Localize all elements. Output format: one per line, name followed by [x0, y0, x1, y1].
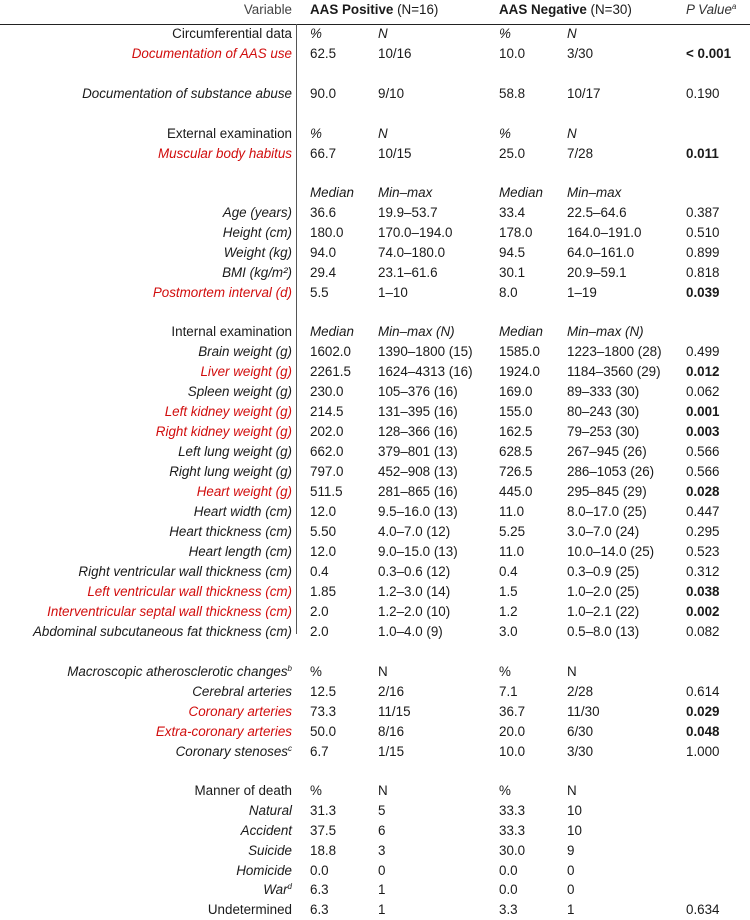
aas-positive-count: 452–908 (13) [378, 464, 458, 479]
table-row [0, 203, 750, 223]
p-value: 0.038 [686, 584, 720, 599]
aas-positive-value: Median [310, 185, 354, 200]
row-label: Macroscopic atherosclerotic changes$^b$ [67, 664, 292, 679]
aas-positive-count: 9.0–15.0 (13) [378, 544, 458, 559]
row-label: Weight (kg) [223, 245, 292, 260]
aas-positive-value: 73.3 [310, 704, 337, 719]
aas-negative-count: 3/30 [567, 46, 594, 61]
aas-negative-count: 3.0–7.0 (24) [567, 524, 640, 539]
aas-negative-count: 22.5–64.6 [567, 205, 627, 220]
table-row [0, 841, 750, 861]
aas-positive-count: 1.2–3.0 (14) [378, 584, 451, 599]
table-row [0, 382, 750, 402]
aas-positive-count: 5 [378, 803, 386, 818]
aas-negative-value: % [499, 783, 511, 798]
footnote-marker: d [287, 882, 292, 891]
aas-negative-count: 11/30 [567, 704, 600, 719]
aas-positive-value: 2.0 [310, 624, 329, 639]
aas-positive-value: 1602.0 [310, 344, 351, 359]
aas-positive-count: N [378, 26, 388, 41]
row-label: Undetermined [207, 902, 292, 917]
aas-negative-value: 10.0 [499, 744, 526, 759]
aas-positive-value: 797.0 [310, 464, 344, 479]
row-label: Liver weight (g) [200, 364, 292, 379]
aas-negative-value: Median [499, 185, 543, 200]
table-row [0, 542, 750, 562]
p-value: 0.312 [686, 564, 720, 579]
table-row [0, 84, 750, 104]
row-label: Left ventricular wall thickness (cm) [87, 584, 292, 599]
header-p-value-sup: a [731, 2, 737, 11]
p-value: < 0.001 [686, 46, 732, 61]
aas-negative-count: 6/30 [567, 724, 594, 739]
aas-positive-value: % [310, 664, 322, 679]
p-value: 0.190 [686, 86, 720, 101]
row-label: Manner of death [194, 783, 292, 798]
aas-positive-value: 511.5 [310, 484, 343, 499]
table-row [0, 322, 750, 342]
table-row [0, 183, 750, 203]
aas-negative-value: 169.0 [499, 384, 533, 399]
aas-negative-count: 10.0–14.0 (25) [567, 544, 655, 559]
table-row [0, 24, 750, 44]
header-p-value [686, 2, 736, 17]
table-row [0, 283, 750, 303]
table-row [0, 662, 750, 682]
aas-positive-value: 1.85 [310, 584, 337, 599]
aas-positive-count: 10/15 [378, 146, 412, 161]
aas-positive-count: 74.0–180.0 [378, 245, 446, 260]
aas-positive-value: 66.7 [310, 146, 337, 161]
table-row [0, 801, 750, 821]
row-label: Heart thickness (cm) [169, 524, 292, 539]
aas-positive-count: Min–max (N) [378, 324, 455, 339]
row-label: Documentation of AAS use [131, 46, 292, 61]
aas-negative-count: 10 [567, 823, 582, 838]
row-label: Homicide [236, 863, 292, 878]
table-header [0, 0, 750, 25]
aas-positive-count: Min–max [378, 185, 433, 200]
table-row [0, 722, 750, 742]
aas-negative-value: 1.2 [499, 604, 518, 619]
aas-negative-value: 33.4 [499, 205, 526, 220]
aas-negative-count: 64.0–161.0 [567, 245, 635, 260]
table-row [0, 900, 750, 920]
footnote-marker: c [288, 744, 292, 753]
aas-positive-value: 662.0 [310, 444, 344, 459]
aas-negative-count: 10/17 [567, 86, 601, 101]
p-value: 0.499 [686, 344, 720, 359]
aas-negative-count: 89–333 (30) [567, 384, 640, 399]
aas-negative-value: 10.0 [499, 46, 526, 61]
aas-negative-value: Median [499, 324, 543, 339]
table-row [0, 482, 750, 502]
row-label: Documentation of substance abuse [82, 86, 292, 101]
aas-positive-value: 36.6 [310, 205, 337, 220]
p-value: 0.523 [686, 544, 720, 559]
table-row [0, 562, 750, 582]
table-row [0, 682, 750, 702]
aas-negative-value: 628.5 [499, 444, 533, 459]
aas-negative-value: 0.4 [499, 564, 518, 579]
p-value: 0.039 [686, 285, 720, 300]
table-row [0, 462, 750, 482]
p-value: 0.899 [686, 245, 720, 260]
table-row [0, 781, 750, 801]
aas-negative-count: 0 [567, 863, 575, 878]
table-row [0, 742, 750, 762]
p-value: 0.003 [686, 424, 720, 439]
aas-positive-count: 11/15 [378, 704, 411, 719]
aas-negative-value: % [499, 664, 511, 679]
row-label: External examination [166, 126, 292, 141]
aas-positive-count: 8/16 [378, 724, 405, 739]
row-label: Brain weight (g) [198, 344, 292, 359]
aas-negative-count: 8.0–17.0 (25) [567, 504, 647, 519]
row-label: Right kidney weight (g) [155, 424, 292, 439]
aas-negative-count: 286–1053 (26) [567, 464, 655, 479]
aas-positive-count: 105–376 (16) [378, 384, 458, 399]
aas-negative-value: 3.0 [499, 624, 518, 639]
aas-negative-value: 20.0 [499, 724, 526, 739]
row-label: Natural [248, 803, 292, 818]
aas-positive-count: 1 [378, 882, 386, 897]
header-aas-negative-label: AAS Negative [499, 2, 587, 17]
row-label: Extra-coronary arteries [155, 724, 292, 739]
aas-negative-count: 164.0–191.0 [567, 225, 642, 240]
aas-negative-value: 3.3 [499, 902, 518, 917]
p-value: 0.062 [686, 384, 720, 399]
aas-negative-count: 0.3–0.9 (25) [567, 564, 640, 579]
aas-negative-value: 726.5 [499, 464, 533, 479]
aas-negative-count: 3/30 [567, 744, 594, 759]
header-variable: Variable [243, 2, 292, 17]
aas-negative-value: 7.1 [499, 684, 518, 699]
table-row [0, 402, 750, 422]
aas-negative-value: 178.0 [499, 225, 533, 240]
aas-positive-count: 1 [378, 902, 386, 917]
aas-positive-value: 214.5 [310, 404, 344, 419]
table-row [0, 861, 750, 881]
aas-positive-value: 31.3 [310, 803, 337, 818]
table-row [0, 821, 750, 841]
aas-positive-count: 128–366 (16) [378, 424, 458, 439]
p-value: 0.818 [686, 265, 720, 280]
aas-negative-count: 0.5–8.0 (13) [567, 624, 640, 639]
row-label: Heart weight (g) [196, 484, 292, 499]
row-label: Right lung weight (g) [169, 464, 292, 479]
aas-negative-value: % [499, 26, 511, 41]
aas-positive-value: % [310, 783, 322, 798]
aas-negative-count: 1.0–2.1 (22) [567, 604, 640, 619]
p-value: 0.048 [686, 724, 720, 739]
row-label: Cerebral arteries [192, 684, 292, 699]
aas-positive-count: 23.1–61.6 [378, 265, 438, 280]
aas-positive-value: 0.4 [310, 564, 329, 579]
p-value: 0.447 [686, 504, 720, 519]
row-label: Muscular body habitus [158, 146, 292, 161]
aas-negative-count: 7/28 [567, 146, 594, 161]
aas-positive-value: 6.3 [310, 882, 329, 897]
aas-positive-value: 12.0 [310, 544, 337, 559]
aas-positive-value: 62.5 [310, 46, 337, 61]
row-label: Suicide [248, 843, 292, 858]
aas-positive-count: 1624–4313 (16) [378, 364, 473, 379]
aas-positive-value: 94.0 [310, 245, 337, 260]
header-aas-positive-label: AAS Positive [310, 2, 394, 17]
table-row [0, 144, 750, 164]
aas-negative-value: 30.1 [499, 265, 526, 280]
row-label: Heart width (cm) [193, 504, 292, 519]
aas-negative-count: 267–945 (26) [567, 444, 647, 459]
p-value: 0.011 [686, 146, 719, 161]
header-aas-negative [499, 2, 632, 17]
table-row [0, 263, 750, 283]
aas-positive-value: 29.4 [310, 265, 337, 280]
aas-positive-count: 1.2–2.0 (10) [378, 604, 451, 619]
aas-negative-count: 1–19 [567, 285, 597, 300]
table-row [0, 124, 750, 144]
aas-negative-value: 94.5 [499, 245, 526, 260]
p-value: 0.510 [686, 225, 720, 240]
p-value: 0.634 [686, 902, 720, 917]
row-label: BMI (kg/m²) [222, 265, 292, 280]
row-label: War$^d$ [263, 882, 292, 897]
aas-positive-count: 10/16 [378, 46, 412, 61]
aas-negative-count: 295–845 (29) [567, 484, 647, 499]
aas-positive-value: 0.0 [310, 863, 329, 878]
aas-positive-count: N [378, 126, 388, 141]
aas-positive-value: 5.50 [310, 524, 337, 539]
aas-positive-count: 1–10 [378, 285, 408, 300]
table-row [0, 622, 750, 642]
aas-positive-value: 230.0 [310, 384, 344, 399]
p-value: 0.566 [686, 464, 720, 479]
row-label: Circumferential data [172, 26, 292, 41]
p-value: 0.295 [686, 524, 720, 539]
aas-negative-value: 11.0 [499, 504, 525, 519]
aas-negative-count: 0 [567, 882, 575, 897]
aas-positive-value: 12.0 [310, 504, 337, 519]
row-label: Accident [240, 823, 292, 838]
aas-positive-value: 2261.5 [310, 364, 351, 379]
aas-negative-count: Min–max (N) [567, 324, 644, 339]
aas-positive-count: 2/16 [378, 684, 405, 699]
header-aas-positive [310, 2, 438, 17]
table-row [0, 880, 750, 900]
aas-negative-count: 10 [567, 803, 582, 818]
aas-positive-value: 90.0 [310, 86, 337, 101]
p-value: 0.614 [686, 684, 720, 699]
aas-positive-count: 1.0–4.0 (9) [378, 624, 443, 639]
aas-negative-value: 36.7 [499, 704, 526, 719]
row-label: Internal examination [171, 324, 292, 339]
aas-negative-count: 1223–1800 (28) [567, 344, 662, 359]
aas-negative-value: 162.5 [499, 424, 533, 439]
aas-positive-value: % [310, 26, 322, 41]
table-row [0, 702, 750, 722]
row-label: Abdominal subcutaneous fat thickness (cm) [32, 624, 292, 639]
row-label: Heart length (cm) [188, 544, 292, 559]
row-label: Height (cm) [222, 225, 292, 240]
aas-positive-value: 2.0 [310, 604, 329, 619]
aas-positive-value: 50.0 [310, 724, 337, 739]
aas-positive-value: Median [310, 324, 354, 339]
aas-negative-value: 445.0 [499, 484, 533, 499]
row-label: Age (years) [222, 205, 292, 220]
aas-negative-count: N [567, 126, 577, 141]
aas-negative-count: N [567, 783, 577, 798]
table-row [0, 442, 750, 462]
aas-positive-value: 12.5 [310, 684, 337, 699]
table-row [0, 502, 750, 522]
row-label: Coronary stenoses$^c$ [175, 744, 292, 759]
p-value: 0.029 [686, 704, 720, 719]
aas-positive-value: 180.0 [310, 225, 344, 240]
aas-positive-count: 379–801 (13) [378, 444, 458, 459]
aas-positive-count: N [378, 664, 388, 679]
footnote-marker: b [287, 664, 292, 673]
aas-positive-value: % [310, 126, 322, 141]
table-row [0, 223, 750, 243]
aas-positive-value: 37.5 [310, 823, 337, 838]
p-value: 0.012 [686, 364, 720, 379]
aas-negative-value: 33.3 [499, 823, 526, 838]
aas-positive-count: 170.0–194.0 [378, 225, 453, 240]
p-value: 0.028 [686, 484, 720, 499]
aas-negative-count: 20.9–59.1 [567, 265, 627, 280]
aas-negative-value: 1585.0 [499, 344, 540, 359]
aas-positive-count: 0.3–0.6 (12) [378, 564, 451, 579]
aas-positive-value: 5.5 [310, 285, 329, 300]
table-row [0, 582, 750, 602]
aas-negative-count: Min–max [567, 185, 622, 200]
table-row [0, 342, 750, 362]
aas-negative-count: 80–243 (30) [567, 404, 640, 419]
aas-positive-value: 6.3 [310, 902, 329, 917]
p-value: 0.002 [686, 604, 720, 619]
row-label: Right ventricular wall thickness (cm) [78, 564, 292, 579]
aas-negative-count: N [567, 664, 577, 679]
aas-positive-value: 18.8 [310, 843, 337, 858]
row-label: Spleen weight (g) [187, 384, 292, 399]
header-p-value-label: P Value [686, 2, 732, 17]
aas-negative-count: 1.0–2.0 (25) [567, 584, 640, 599]
aas-positive-value: 6.7 [310, 744, 329, 759]
aas-negative-value: 5.25 [499, 524, 526, 539]
aas-negative-count: N [567, 26, 577, 41]
aas-negative-value: 8.0 [499, 285, 518, 300]
aas-negative-value: 1.5 [499, 584, 518, 599]
table-row [0, 422, 750, 442]
aas-negative-value: % [499, 126, 511, 141]
aas-negative-value: 30.0 [499, 843, 526, 858]
aas-negative-value: 25.0 [499, 146, 526, 161]
aas-positive-count: 19.9–53.7 [378, 205, 438, 220]
aas-positive-count: 6 [378, 823, 386, 838]
aas-negative-value: 33.3 [499, 803, 526, 818]
aas-positive-count: N [378, 783, 388, 798]
aas-positive-count: 1/15 [378, 744, 405, 759]
aas-positive-count: 4.0–7.0 (12) [378, 524, 451, 539]
aas-negative-count: 9 [567, 843, 575, 858]
aas-negative-value: 0.0 [499, 863, 518, 878]
aas-positive-count: 1390–1800 (15) [378, 344, 473, 359]
aas-negative-value: 0.0 [499, 882, 518, 897]
p-value: 0.001 [686, 404, 720, 419]
row-label: Interventricular septal wall thickness (cm) [47, 604, 292, 619]
table-row [0, 602, 750, 622]
aas-negative-value: 11.0 [499, 544, 525, 559]
row-label: Left lung weight (g) [178, 444, 292, 459]
row-label: Left kidney weight (g) [164, 404, 292, 419]
table-row [0, 522, 750, 542]
aas-positive-count: 9.5–16.0 (13) [378, 504, 458, 519]
aas-negative-value: 155.0 [499, 404, 533, 419]
header-aas-negative-n: (N=30) [586, 2, 632, 17]
aas-negative-count: 1 [567, 902, 575, 917]
aas-negative-count: 2/28 [567, 684, 594, 699]
aas-positive-count: 281–865 (16) [378, 484, 458, 499]
aas-positive-count: 3 [378, 843, 386, 858]
aas-negative-count: 79–253 (30) [567, 424, 640, 439]
p-value: 0.566 [686, 444, 720, 459]
row-label: Coronary arteries [188, 704, 292, 719]
p-value: 1.000 [686, 744, 720, 759]
aas-positive-value: 202.0 [310, 424, 344, 439]
aas-negative-count: 1184–3560 (29) [567, 364, 661, 379]
header-aas-positive-n: (N=16) [393, 2, 439, 17]
aas-negative-value: 58.8 [499, 86, 526, 101]
p-value: 0.387 [686, 205, 720, 220]
table-row [0, 243, 750, 263]
aas-positive-count: 9/10 [378, 86, 405, 101]
aas-negative-value: 1924.0 [499, 364, 540, 379]
p-value: 0.082 [686, 624, 720, 639]
aas-positive-count: 0 [378, 863, 386, 878]
table-row [0, 362, 750, 382]
row-label: Postmortem interval (d) [152, 285, 292, 300]
table-row [0, 44, 750, 64]
aas-positive-count: 131–395 (16) [378, 404, 458, 419]
